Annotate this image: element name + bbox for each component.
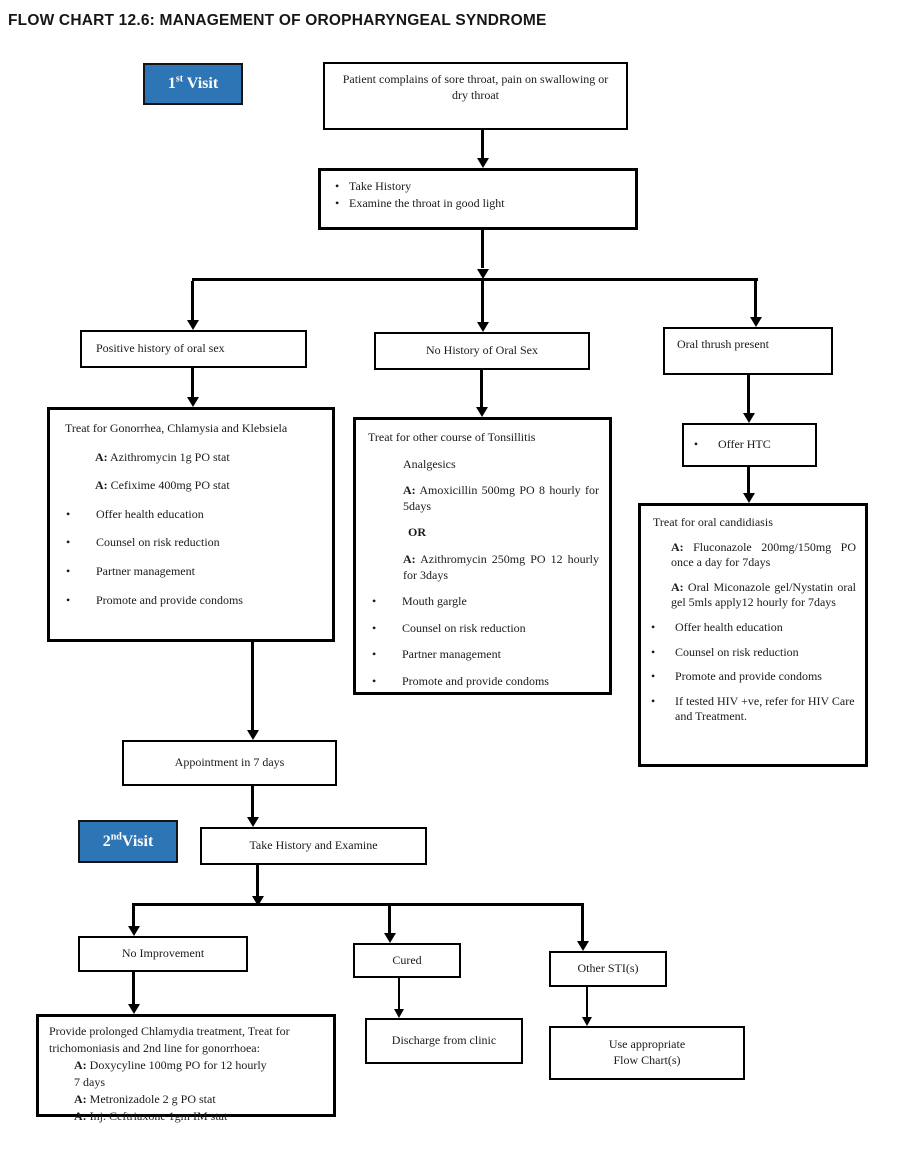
bullet-icon: • [335, 196, 340, 211]
rx-line: A: Fluconazole 200mg/150mg PO once a day for 7days [671, 539, 856, 570]
arrowhead-complaint-history [477, 158, 489, 168]
node-complaint-text: Patient complains of sore throat, pain on swallowing or dry throat [342, 72, 609, 102]
arrowhead-thrush-htc [743, 413, 755, 423]
connector-thrush-htc [747, 375, 750, 413]
connector-branch-thrush [754, 281, 757, 317]
arrowhead-appointment-take2 [247, 817, 259, 827]
analgesics-line: Analgesics [403, 456, 456, 471]
arrowhead-branch-thrush [750, 317, 762, 327]
bullet-item: • Mouth gargle [372, 594, 467, 609]
connector-take2-branch [256, 865, 259, 896]
bullet-item: • Offer health education [66, 506, 204, 521]
or-line: OR [408, 525, 426, 540]
node-take-history [318, 168, 638, 230]
rx-line: A: Amoxicillin 500mg PO 8 hourly for 5days [403, 483, 599, 513]
arrowhead-othersti-usechart [582, 1017, 592, 1026]
arrowhead-noimprove-treat [128, 1004, 140, 1014]
arrowhead-positive-treat [187, 397, 199, 407]
rx-line: A: Cefixime 400mg PO stat [95, 478, 230, 493]
node-no-oral-sex: No History of Oral Sex [374, 332, 590, 370]
bullet-icon: • [372, 647, 377, 662]
connector-complaint-history [481, 130, 484, 158]
node-appointment: Appointment in 7 days [122, 740, 337, 786]
connector-appointment-take2 [251, 786, 254, 817]
bullet-icon: • [651, 693, 656, 708]
node-discharge: Discharge from clinic [365, 1018, 523, 1064]
node-oral-thrush: Oral thrush present [663, 327, 833, 375]
connector-treat-appointment [251, 642, 254, 730]
connector-history-branch [481, 230, 484, 268]
rx-line: A: Oral Miconazole gel/Nystatin oral gel 5mls apply12 hourly for 7days [671, 579, 856, 610]
connector-noimprove-treat [132, 972, 135, 1004]
connector-branch-positive [191, 281, 194, 320]
treat-mid-title: Treat for other course of Tonsillitis [368, 430, 536, 444]
visit1-badge [143, 63, 243, 105]
bullet-icon: • [372, 594, 377, 609]
node-cured: Cured [353, 943, 461, 978]
node-complaint [323, 62, 628, 130]
arrowhead-cured-discharge [394, 1009, 404, 1018]
bullet-icon: • [372, 673, 377, 688]
arrowhead-htc-candidiasis [743, 493, 755, 503]
visit1-badge-label: 1st Visit [167, 73, 219, 92]
bullet-item: • If tested HIV +ve, refer for HIV Care and Treatment. [651, 693, 855, 724]
connector-positive-treat [191, 368, 194, 397]
bullet-item: • Counsel on risk reduction [372, 620, 526, 635]
prolonged-intro: Provide prolonged Chlamydia treatment, Treat for trichomoniasis and 2nd line for gonorrhoea: [49, 1024, 290, 1056]
treat-left-title: Treat for Gonorrhea, Chlamysia and Klebsiela [65, 421, 288, 435]
node-positive-oral-sex: Positive history of oral sex [80, 330, 307, 368]
node-use-flow-charts: Use appropriate Flow Chart(s) [549, 1026, 745, 1080]
rx-line: A: Azithromycin 250mg PO 12 hourly for 3days [403, 551, 599, 582]
bullet-item: • Promote and provide condoms [66, 592, 243, 607]
node-take-history-examine: Take History and Examine [200, 827, 427, 865]
node-treat-candidiasis [638, 503, 868, 767]
arrowhead-branch-positive [187, 320, 199, 330]
rx-line: 7 days [74, 1075, 105, 1090]
branch-line-visit2 [132, 903, 584, 906]
connector-branch-noimprove [132, 906, 135, 926]
bullet-icon: • [66, 592, 71, 607]
node-treat-tonsillitis [353, 417, 612, 695]
connector-branch-othersti [581, 906, 584, 941]
branch-line-visit1 [192, 278, 758, 281]
bullet-item: • Partner management [66, 563, 195, 578]
bullet-item: • Promote and provide condoms [372, 673, 549, 688]
bullet-icon: • [372, 620, 377, 635]
bullet-icon: • [651, 644, 656, 659]
rx-line: A: Doxycyline 100mg PO for 12 hourly [74, 1058, 267, 1073]
arrowhead-branch-cured [384, 933, 396, 943]
connector-htc-candidiasis [747, 467, 750, 493]
bullet-icon: • [693, 437, 699, 452]
rx-line: A: Azithromycin 1g PO stat [95, 449, 230, 464]
history-item: • Take History [335, 178, 627, 195]
connector-cured-discharge [398, 978, 400, 1009]
bullet-icon: • [66, 563, 71, 578]
arrowhead-treat-appointment [247, 730, 259, 740]
bullet-icon: • [66, 506, 71, 521]
arrowhead-branch-noimprove [128, 926, 140, 936]
bullet-item: • Offer health education [651, 619, 783, 634]
connector-branch-cured [388, 906, 391, 933]
treat-right-title: Treat for oral candidiasis [653, 515, 773, 529]
connector-nohistory-treat [480, 370, 483, 407]
arrowhead-branch-nohistory [477, 322, 489, 332]
node-treat-gonorrhea [47, 407, 335, 642]
history-item: • Examine the throat in good light [335, 195, 627, 212]
bullet-icon: • [66, 535, 71, 550]
page-title: FLOW CHART 12.6: MANAGEMENT OF OROPHARYNGEAL SYNDROME [8, 12, 547, 29]
bullet-item: • Promote and provide condoms [651, 669, 822, 684]
node-prolonged-treatment [36, 1014, 336, 1124]
node-other-sti: Other STI(s) [549, 951, 667, 987]
connector-branch-nohistory [481, 281, 484, 322]
rx-line: A: Metronizadole 2 g PO stat [74, 1092, 216, 1107]
visit2-badge-label: 2ndVisit [102, 831, 154, 850]
node-no-improvement: No Improvement [78, 936, 248, 972]
bullet-icon: • [651, 619, 656, 634]
arrowhead-branch-othersti [577, 941, 589, 951]
bullet-icon: • [651, 669, 656, 684]
bullet-item: • Partner management [372, 647, 501, 662]
connector-othersti-usechart [586, 987, 588, 1017]
bullet-item: • Counsel on risk reduction [66, 535, 220, 550]
visit2-badge [78, 820, 178, 863]
arrowhead-nohistory-treat [476, 407, 488, 417]
bullet-icon: • [335, 179, 340, 193]
bullet-item: • Counsel on risk reduction [651, 644, 799, 659]
rx-line: A: Inj. Ceftriaxone 1gm IM stat [74, 1109, 228, 1124]
node-offer-htc: • Offer HTC [682, 423, 817, 467]
